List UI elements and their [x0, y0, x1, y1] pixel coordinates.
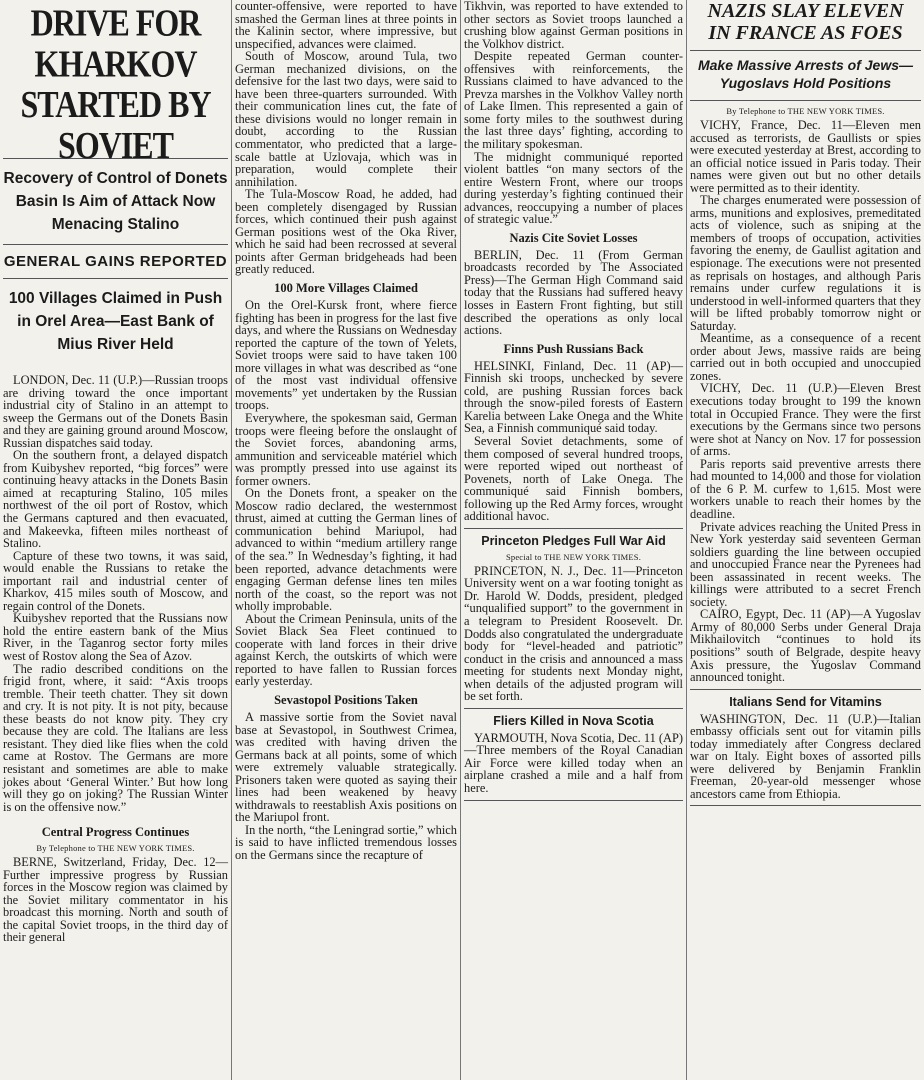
paragraph: BERNE, Switzerland, Friday, Dec. 12—Further impressive progress by Russian forces in the Moscow region was claimed by the Soviet military commentator in his broadcast this morning. North and south of the capital Soviet troops, in the third day of their general [3, 855, 228, 945]
paragraph: The midnight communiqué reported violent battles “on many sectors of the entire Western Front, where our troops during yesterday’s fighting continued their advances, reoccupying a number of places of strategic value.” [464, 149, 683, 227]
column-1 [0, 0, 231, 1080]
headline-line2: IN FRANCE AS FOES [708, 22, 903, 44]
subhead-central-progress: Central Progress Continues [41, 825, 190, 840]
paragraph: LONDON, Dec. 11 (U.P.)—Russian troops are driving toward the once important industrial city of Stalino in an attempt to sweep the Germans out of the Donets Basin and they are gaining ground around Moscow, Russian dispatches said today. [3, 373, 228, 450]
paragraph: WASHINGTON, Dec. 11 (U.P.)—Italian embassy officials sent out for vitamin pills today immediately after Congress declared war on Italy. Eight boxes of assorted pills were delivered by Benjamin Franklin Freeman, 20-year-old messenger whose ancestors came from Ethiopia. [690, 711, 921, 801]
subhead-villages: 100 More Villages Claimed [274, 281, 418, 296]
subhead-nazis-cite: Nazis Cite Soviet Losses [509, 230, 638, 245]
divider [690, 689, 921, 690]
paragraph: BERLIN, Dec. 11 (From German broadcasts recorded by The Associated Press)—The German High Command said today that the Russians had suffered heavy losses in Eastern Front fighting, but still described the operations as only local actions. [464, 247, 683, 338]
paragraph: Private advices reaching the United Press in New York yesterday said seventeen German soldiers guarding the line between occupied and unoccupied France near the Pyrenees had been assassinated in recent weeks. The killings were attributed to a secret French society. [690, 519, 921, 609]
paragraph: Several Soviet detachments, some of them composed of several hundred troops, were reported wiped out northeast of Povenets, north of Lake Onega. The communiqué said Finnish bombers, following up the Red Army forces, wrought additional havoc. [464, 433, 683, 524]
paragraph: On the southern front, a delayed dispatch from Kuibyshev reported, “big forces” were continuing heavy attacks in the Donets Basin aimed at recapturing Stalino, 105 miles northwest of the oil port of Rostov, which the Germans captured and then evacuated, and Makeevka, fifteen miles northeast of Stalino. [3, 448, 228, 551]
subhead-sevastopol: Sevastopol Positions Taken [274, 692, 418, 707]
divider [3, 278, 228, 279]
column-2 [232, 0, 460, 1080]
paragraph: Paris reports said preventive arrests there had mounted to 14,000 and those for violation of the 6 P. M. curfew to 1,615. Most were workers unable to reach their homes by the deadline. [690, 456, 921, 521]
article-body [464, 565, 683, 703]
article-body [690, 713, 921, 801]
paragraph: The charges enumerated were possession of arms, munitions and explosives, premeditated acts of violence, such as sniping at the members of troops of occupation, activities favoring the enemy, de Gaullist agitation and espionage. The executions were not presented as reprisals on hostages, and although Paris remains under curfew regulations it is understood in well-informed quarters that they will be lifted probably tomorrow night or Saturday. [690, 193, 921, 333]
paragraph: VICHY, France, Dec. 11—Eleven men accused as terrorists, de Gaullists or spies were executed yesterday at Brest, according to an official notice issued in Paris today. Their names were given out but no other details were permitted as to their identity. [690, 118, 921, 195]
headline-fliers: Fliers Killed in Nova Scotia [493, 713, 654, 728]
paragraph: In the north, “the Leningrad sortie,” which is said to have inflicted tremendous losses on the Germans since the recapture of [235, 822, 457, 862]
paragraph: Kuibyshev reported that the Russians now hold the entire eastern bank of the Mius River, in the Taganrog sector forty miles west of Rostov along the Sea of Azov. [3, 611, 228, 664]
deck-arrests: Make Massive Arrests of Jews—Yugoslavs Hold Positions [697, 57, 914, 91]
paragraph: CAIRO, Egypt, Dec. 11 (AP)—A Yugoslav Army of 80,000 Serbs under General Draja Mikhailovitch “continues to hold its positions” south of Belgrade, despite heavy Axis pressure, the Yugoslav Command announced tonight. [690, 607, 921, 685]
column-3 [461, 0, 686, 1080]
article-body [464, 732, 683, 795]
paragraph: A massive sortie from the Soviet naval base at Sevastopol, in Southwest Crimea, was credited with having driven the Germans back at all points, some of which were extremely valuable strategically. Prisoners taken were quoted as saying their lines had been weakened by heavy withdrawals to reestablish Axis positions on the Mariupol front. [235, 709, 457, 825]
deck-recovery: Recovery of Control of Donets Basin Is Aim of Attack Now Menacing Stalino [3, 170, 228, 233]
byline: Special to THE NEW YORK TIMES. [505, 551, 642, 562]
paragraph: The radio described conditions on the frigid front, where, it said: “Axis troops tremble. Their teeth chatter. They sit down and cry. It is not pity. It is not pity, because these beasts do not know pity. They cry because they are cold. The Italians are less resistant. They died like flies when the cold came at Rostov. The Germans are more resistant and sometimes are able to make jokes about ‘General Winter.’ But how long will they go on joking? The Russian Winter is on the offensive now.” [3, 661, 228, 814]
paragraph: On the Orel-Kursk front, where fierce fighting has been in progress for the last five days, and where the Russians on Wednesday reported the capture of the town of Yelets, Soviet troops were said to have taken 100 more villages in what was described as “one of the most vast individual offensive movements” yet undertaken by the Russian troops. [235, 298, 457, 413]
paragraph: YARMOUTH, Nova Scotia, Dec. 11 (AP)—Three members of the Royal Canadian Air Force were killed today when an airplane crashed a mile and a half from here. [464, 730, 683, 795]
main-headline [3, 2, 228, 172]
article-body [3, 374, 228, 813]
paragraph: On the Donets front, a speaker on the Moscow radio declared, the westernmost thrust, aimed at cutting the German lines of communication behind Mariupol, had advanced to within “medium artillery range of the sea.” In Wednesday’s fighting, it had been reported, advance detachments were engaging German defense lines ten miles north of the coast, so the report was not wholly improbable. [235, 486, 457, 614]
headline-line1: NAZIS SLAY ELEVEN [707, 0, 904, 22]
article-body [464, 0, 683, 226]
paragraph: counter-offensive, were reported to have smashed the German lines at three points in the Kalinin sector, where impressive, but unspecified, advances were claimed. [235, 0, 457, 51]
paragraph: Despite repeated German counter-offensives with reinforcements, the Russians claimed to have advanced to the Prevza marshes in the Volkhov Valley north of Lake Ilmen. This represented a gain of some forty miles to the southwest during the last three days’ fighting, according to the military spokesman. [464, 49, 683, 152]
paragraph: VICHY, Dec. 11 (U.P.)—Eleven Brest executions today brought to 199 the known total in Occupied France. They were the first executions by the Germans since two persons were shot at Nancy on Nov. 17 for possession of arms. [690, 381, 921, 459]
headline-princeton: Princeton Pledges Full War Aid [481, 533, 666, 548]
divider [464, 800, 683, 801]
paragraph: About the Crimean Peninsula, units of the Soviet Black Sea Fleet continued to cooperate with land forces in their drive against Kerch, the outskirts of which were reported to have fallen to Russian forces early yesterday. [235, 611, 457, 689]
paragraph: The Tula-Moscow Road, he added, had been completely disengaged by Russian forces, which continued their push against German positions west of the Oka River, which he said had been recrossed at several points after German bridgeheads had been greatly reduced. [235, 187, 457, 277]
divider [690, 805, 921, 806]
article-body [235, 299, 457, 688]
byline: By Telephone to THE NEW YORK TIMES. [36, 843, 195, 854]
column-4 [687, 0, 924, 1080]
subhead-finns: Finns Push Russians Back [503, 341, 644, 356]
deck-villages: 100 Villages Claimed in Push in Orel Area—East Bank of Mius River Held [8, 290, 223, 353]
paragraph: PRINCETON, N. J., Dec. 11—Princeton University went on a war footing tonight as Dr. Harold W. Dodds, president, pledged “unqualified support” to the government in a telegram to President Roosevelt. Dr. Dodds also congratulated the undergraduate body for “level-headed and patriotic” conduct in the crisis and announced a mass meeting for students next Monday night, when details of the adjusted program will be set forth. [464, 563, 683, 704]
divider [690, 50, 921, 51]
paragraph: South of Moscow, around Tula, two German mechanized divisions, on the defensive for the last two days, were said to have been three-quarters surrounded. With their communication lines cut, the fate of these divisions would no longer remain in doubt, according to the Russian commentator, who predicted that a large-scale battle at Uzlovaja, which was in preparation, would complete their annihilation. [235, 49, 457, 189]
byline: By Telephone to THE NEW YORK TIMES. [726, 106, 885, 116]
paragraph: Everywhere, the spokesman said, German troops were fleeing before the onslaught of the Soviet forces, abandoning arms, ammunition and serviceable matériel which was promptly pressed into use against its former owners. [235, 410, 457, 488]
headline-italians: Italians Send for Vitamins [729, 694, 882, 709]
article-body [464, 249, 683, 337]
divider [464, 708, 683, 709]
paragraph: HELSINKI, Finland, Dec. 11 (AP)—Finnish ski troops, unchecked by severe cold, are pushing Russian forces back through the snow-piled forests of Eastern Karelia between Lake Onega and the White Sea, a Finnish communiqué said today. [464, 358, 683, 436]
headline-nazis-slay [690, 0, 921, 44]
article-body [3, 856, 228, 944]
article-body [235, 0, 457, 276]
main-headline-line2: STARTED BY SOVIET [20, 82, 211, 167]
main-headline-line1: DRIVE FOR KHARKOV [30, 0, 201, 85]
article-body [235, 711, 457, 862]
paragraph: Tikhvin, was reported to have extended to other sectors as Soviet troops launched a crushing blow against German positions in the Volkhov district. [464, 0, 683, 51]
article-body [464, 360, 683, 523]
paragraph: Meantime, as a consequence of a recent order about Jews, massive raids are being carried out in both occupied and unoccupied zones. [690, 331, 921, 383]
divider [690, 100, 921, 101]
paragraph: Capture of these two towns, it was said, would enable the Russians to retake the important rail and industrial center of Kharkov, 415 miles south of Moscow, and regain control of the Donets. [3, 548, 228, 613]
divider [464, 528, 683, 529]
deck-general-gains: GENERAL GAINS REPORTED [3, 253, 228, 270]
divider [3, 244, 228, 245]
article-body [690, 119, 921, 684]
